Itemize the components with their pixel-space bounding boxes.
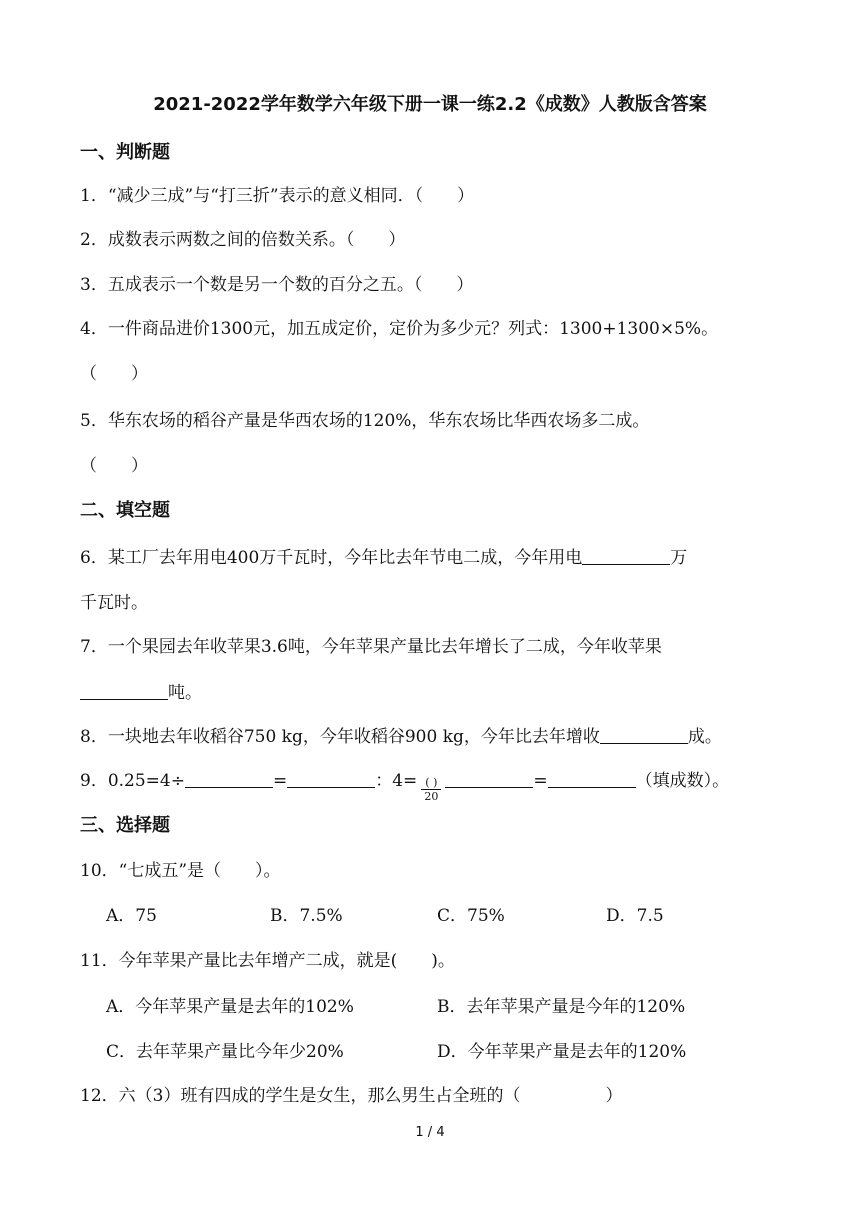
answer-blank[interactable]: [548, 769, 636, 788]
choice-a: A．今年苹果产量是去年的102%: [106, 997, 354, 1017]
question-12: 12．六（3）班有四成的学生是女生，那么男生占全班的（ ）: [80, 1086, 623, 1106]
answer-blank[interactable]: [582, 546, 670, 565]
question-11: 11．今年苹果产量比去年增产二成，就是( )。: [80, 951, 455, 971]
answer-blank[interactable]: [185, 769, 273, 788]
question-7-unit: 吨。: [168, 683, 202, 703]
question-5-answer-bracket: （ ）: [80, 456, 148, 476]
fraction: [421, 776, 441, 803]
question-2: 2．成数表示两数之间的倍数关系。（ ）: [80, 230, 406, 250]
question-10: 10．“七成五”是（ ）。: [80, 861, 281, 881]
question-9: [80, 768, 780, 803]
question-7-continuation: [80, 680, 780, 706]
page-number: 1 / 4: [415, 1125, 445, 1140]
choice-a: A．75: [106, 906, 157, 926]
choice-d: D．今年苹果产量是去年的120%: [437, 1042, 687, 1062]
question-1: 1．“减少三成”与“打三折”表示的意义相同．（ ）: [80, 186, 475, 206]
answer-blank[interactable]: [445, 769, 533, 788]
question-8-unit: 成。: [687, 727, 722, 747]
question-9-hint: （填成数）。: [635, 771, 730, 791]
question-6-continuation: 千瓦时。: [80, 593, 148, 613]
choice-b: B．去年苹果产量是今年的120%: [437, 997, 686, 1017]
choice-d: D．7.5: [606, 906, 664, 926]
question-4: 4．一件商品进价1300元，加五成定价，定价为多少元？列式：1300+1300×5%。: [80, 319, 719, 339]
ratio-colon: ：4=: [375, 771, 418, 791]
choice-b: B．7.5%: [270, 906, 343, 926]
question-5: 5．华东农场的稻谷产量是华西农场的120%，华东农场比华西农场多二成。: [80, 411, 650, 431]
choice-c: C．75%: [437, 906, 505, 926]
question-9-text: 9．0.25=4÷: [80, 771, 185, 791]
question-6-text: 6．某工厂去年用电400万千瓦时，今年比去年节电二成，今年用电: [80, 548, 583, 568]
question-4-answer-bracket: （ ）: [80, 364, 148, 384]
question-8: [80, 724, 780, 750]
answer-blank[interactable]: [287, 769, 375, 788]
document-title: 2021-2022学年数学六年级下册一课一练2.2《成数》人教版含答案: [153, 94, 707, 115]
equals-sign: =: [533, 771, 548, 791]
fraction-denominator: 20: [424, 790, 439, 803]
section-heading-multiple-choice: 三、选择题: [80, 815, 170, 836]
question-6: [80, 545, 780, 571]
answer-blank[interactable]: [80, 681, 168, 700]
section-heading-judgement: 一、判断题: [80, 142, 170, 163]
fraction-numerator: ( ): [421, 776, 441, 790]
section-heading-fill-in: 二、填空题: [80, 500, 170, 521]
question-7: 7．一个果园去年收苹果3.6吨，今年苹果产量比去年增长了二成，今年收苹果: [80, 637, 662, 657]
answer-blank[interactable]: [600, 725, 688, 744]
question-3: 3．五成表示一个数是另一个数的百分之五。（ ）: [80, 275, 474, 295]
choice-c: C．去年苹果产量比今年少20%: [106, 1042, 344, 1062]
equals-sign: =: [272, 771, 288, 791]
question-8-text: 8．一块地去年收稻谷750 kg，今年收稻谷900 kg，今年比去年增收: [80, 727, 600, 747]
question-6-unit: 万: [670, 548, 688, 568]
